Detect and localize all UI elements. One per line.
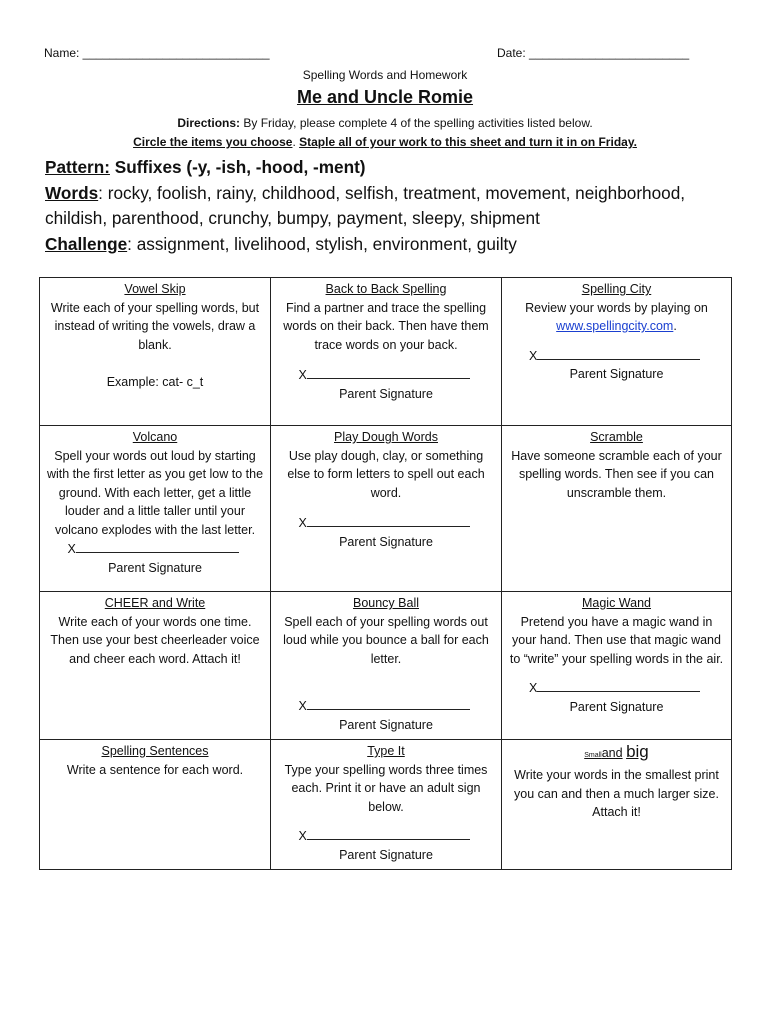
small-word: Small — [584, 752, 602, 759]
directions-label: Directions: — [177, 116, 241, 130]
name-field: Name: ____________________________ — [44, 46, 270, 60]
big-word: big — [626, 742, 649, 761]
link-period: . — [673, 319, 677, 333]
activity-title: Back to Back Spelling — [325, 282, 447, 296]
activity-title: Vowel Skip — [124, 282, 186, 296]
activity-text: Write each of your spelling words, but instead of writing the vowels, draw a blank. — [50, 300, 260, 352]
activity-small-and-big[interactable] — [502, 740, 731, 869]
activity-cheer-and-write[interactable] — [40, 592, 271, 740]
activity-title: Spelling City — [581, 282, 652, 296]
instructions-part1: Circle the items you choose — [133, 135, 293, 149]
pattern-text: Suffixes (-y, -ish, -hood, -ment) — [109, 157, 366, 177]
and-word: and — [601, 746, 623, 760]
directions — [0, 116, 770, 130]
signature-label: Parent Signature — [108, 560, 202, 575]
date-field: Date: ________________________ — [497, 46, 690, 60]
page-title: Me and Uncle Romie — [296, 87, 474, 107]
words-label: Words — [45, 182, 99, 203]
activity-volcano[interactable] — [40, 426, 271, 592]
directions-text: By Friday, please complete 4 of the spelling activities listed below. — [240, 116, 593, 130]
signature-label: Parent Signature — [339, 386, 433, 401]
signature-x: X — [298, 829, 307, 843]
activity-text: Write your words in the smallest print you can and then a much larger size. Attach it! — [514, 768, 719, 819]
signature-label: Parent Signature — [569, 699, 664, 714]
activity-title: Bouncy Ball — [352, 596, 419, 610]
signature-x: X — [529, 348, 538, 363]
activity-play-dough[interactable] — [271, 426, 502, 592]
activity-text: Pretend you have a magic wand in your hand. Then use that magic wand to “write” your spelling words in the air. — [509, 614, 724, 666]
word-list — [45, 155, 735, 257]
signature-x: X — [298, 516, 307, 530]
activity-text: Spell your words out loud by starting with the first letter as you get low to the ground. With each letter, get a little louder and a little taller until your volcano explodes with the last letter. — [46, 448, 264, 537]
activity-title: CHEER and Write — [104, 596, 206, 610]
activity-grid — [39, 277, 732, 870]
activity-vowel-skip[interactable] — [40, 278, 271, 426]
instructions — [0, 135, 770, 149]
signature-label: Parent Signature — [339, 534, 433, 549]
signature-x: X — [67, 542, 76, 556]
signature-line — [46, 539, 264, 559]
signature-line — [508, 678, 725, 698]
activity-bouncy-ball[interactable] — [271, 592, 502, 740]
signature-line — [277, 365, 495, 385]
words-text: : rocky, foolish, rainy, childhood, selfish, treatment, movement, neighborhood, childish, parenthood, crunchy, bumpy, payment, sleepy, shipment — [45, 182, 686, 228]
activity-text: Type your spelling words three times each. Print it or have an adult sign below. — [284, 762, 488, 814]
small-and-big-title — [508, 742, 725, 766]
activity-spelling-city[interactable] — [502, 278, 731, 426]
activity-type-it[interactable] — [271, 740, 502, 869]
signature-line — [508, 346, 725, 366]
signature-line — [277, 513, 495, 533]
signature-label: Parent Signature — [569, 367, 664, 381]
challenge-text: : assignment, livelihood, stylish, environment, guilty — [127, 233, 517, 254]
activity-title: Volcano — [132, 430, 178, 444]
activity-title: Magic Wand — [581, 596, 651, 610]
instructions-sep: . — [292, 135, 300, 149]
signature-x: X — [529, 681, 538, 695]
signature-x: X — [298, 368, 307, 382]
signature-label: Parent Signature — [339, 717, 433, 732]
words-line — [45, 181, 735, 232]
signature-line — [277, 826, 495, 846]
activity-magic-wand[interactable] — [502, 592, 731, 740]
spellingcity-link[interactable]: www.spellingcity.com — [556, 319, 674, 333]
signature-x: X — [298, 699, 307, 713]
pattern-line — [45, 155, 735, 181]
activity-text: Have someone scramble each of your spelling words. Then see if you can unscramble them. — [511, 448, 722, 500]
activity-text: Find a partner and trace the spelling words on their back. Then have them trace words on your back. — [283, 300, 489, 352]
pattern-label: Pattern: — [45, 157, 110, 177]
signature-line — [277, 696, 495, 716]
activity-spelling-sentences[interactable] — [40, 740, 271, 869]
activity-text: Write a sentence for each word. — [66, 762, 244, 777]
subtitle: Spelling Words and Homework — [302, 68, 468, 82]
activity-title: Play Dough Words — [334, 430, 438, 444]
activity-back-to-back[interactable] — [271, 278, 502, 426]
activity-text: Use play dough, clay, or something else to form letters to spell out each word. — [287, 448, 485, 500]
activity-example: Example: cat- c_t — [106, 375, 204, 389]
challenge-line — [45, 232, 735, 258]
activity-text: Review your words by playing on — [525, 300, 708, 315]
activity-title: Type It — [367, 744, 405, 758]
activity-text: Write each of your words one time. Then use your best cheerleader voice and cheer each word. Attach it! — [50, 614, 260, 666]
activity-title: Spelling Sentences — [101, 744, 209, 758]
activity-text: Spell each of your spelling words out loud while you bounce a ball for each letter. — [283, 614, 489, 666]
challenge-label: Challenge — [45, 233, 128, 254]
activity-scramble[interactable] — [502, 426, 731, 592]
instructions-part2: Staple all of your work to this sheet and turn it in on Friday. — [299, 135, 637, 149]
signature-label: Parent Signature — [339, 847, 433, 862]
activity-title: Scramble — [590, 430, 643, 444]
